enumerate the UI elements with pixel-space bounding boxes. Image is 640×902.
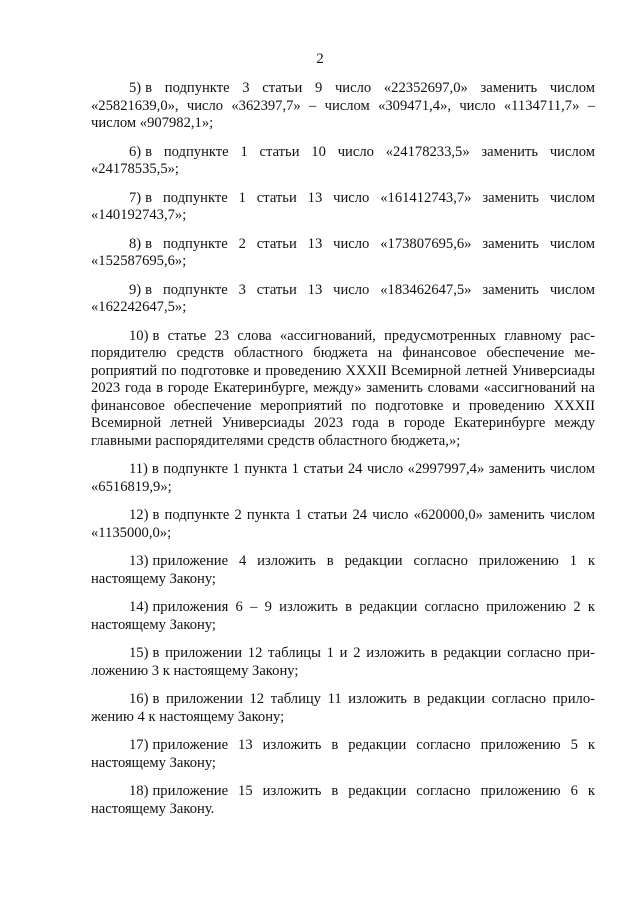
- item-number: 16): [129, 691, 149, 707]
- page-number: 2: [316, 51, 324, 67]
- item-number: 8): [129, 235, 142, 252]
- item-text: в подпункте 1 пункта 1 статьи 24 число «2997997,4» заменить числом «6516819,9»;: [91, 461, 595, 495]
- item-number: 17): [129, 737, 149, 753]
- item-number: 11): [129, 461, 148, 477]
- list-item: [91, 328, 595, 451]
- item-number: 12): [129, 507, 149, 523]
- item-text: приложение 4 изложить в редакции согласно приложению 1 к настоящему Закону;: [91, 553, 595, 587]
- item-text: в подпункте 3 статьи 9 число «22352697,0» заменить числом «25821639,0», число «362397,7» – числом «309471,4», число «1134711,7» – числом «907982,1»;: [91, 80, 595, 131]
- item-number: 6): [129, 143, 142, 160]
- item-number: 7): [129, 189, 142, 206]
- item-text: в приложении 12 таблицу 11 изложить в редакции согласно приложению 4 к настоящему Закону;: [91, 691, 595, 725]
- item-text: в подпункте 3 статьи 13 число «183462647,5» заменить числом «162242647,5»;: [91, 281, 595, 315]
- list-item: [91, 461, 595, 496]
- item-text: в подпункте 2 статьи 13 число «173807695,6» заменить числом «152587695,6»;: [91, 235, 595, 269]
- list-item: [91, 144, 595, 179]
- item-number: 9): [129, 281, 142, 298]
- list-item: [91, 190, 595, 225]
- item-number: 15): [129, 645, 149, 661]
- list-item: [91, 737, 595, 772]
- list-item: [91, 236, 595, 271]
- list-item: [91, 80, 595, 133]
- list-item: [91, 645, 595, 680]
- item-number: 5): [129, 80, 142, 96]
- item-text: в приложении 12 таблицы 1 и 2 изложить в редакции согласно приложению 3 к настоящему Закону;: [91, 645, 595, 679]
- item-text: приложения 6 – 9 изложить в редакции согласно приложению 2 к настоящему Закону;: [91, 599, 595, 633]
- list-item: [91, 783, 595, 818]
- item-text: приложение 15 изложить в редакции согласно приложению 6 к настоящему Закону.: [91, 783, 595, 817]
- document-body: [91, 80, 595, 829]
- list-item: [91, 507, 595, 542]
- list-item: [91, 691, 595, 726]
- item-text: в статье 23 слова «ассигнований, предусмотренных главному распорядителю средств областного бюджета на финансовое обеспечение мероприятий по подготовке и проведению XXXII Всемирной летней Универсиады 2023 года в городе Екатеринбурге, между» заменить словами «ассигнований на финансовое обеспечение мероприятий по подготовке и проведению XXXII Всемирной летней Универсиады 2023 года в городе Екатеринбурге между главными распорядителями средств областного бюджета,»;: [91, 327, 595, 449]
- item-number: 10): [129, 327, 149, 344]
- list-item: [91, 282, 595, 317]
- item-text: в подпункте 2 пункта 1 статьи 24 число «620000,0» заменить числом «1135000,0»;: [91, 507, 595, 541]
- list-item: [91, 599, 595, 634]
- list-item: [91, 553, 595, 588]
- item-text: в подпункте 1 статьи 13 число «161412743,7» заменить числом «140192743,7»;: [91, 189, 595, 223]
- item-number: 18): [129, 783, 149, 799]
- item-number: 14): [129, 599, 149, 615]
- item-text: приложение 13 изложить в редакции согласно приложению 5 к настоящему Закону;: [91, 737, 595, 771]
- item-number: 13): [129, 553, 149, 569]
- item-text: в подпункте 1 статьи 10 число «24178233,5» заменить числом «24178535,5»;: [91, 143, 595, 177]
